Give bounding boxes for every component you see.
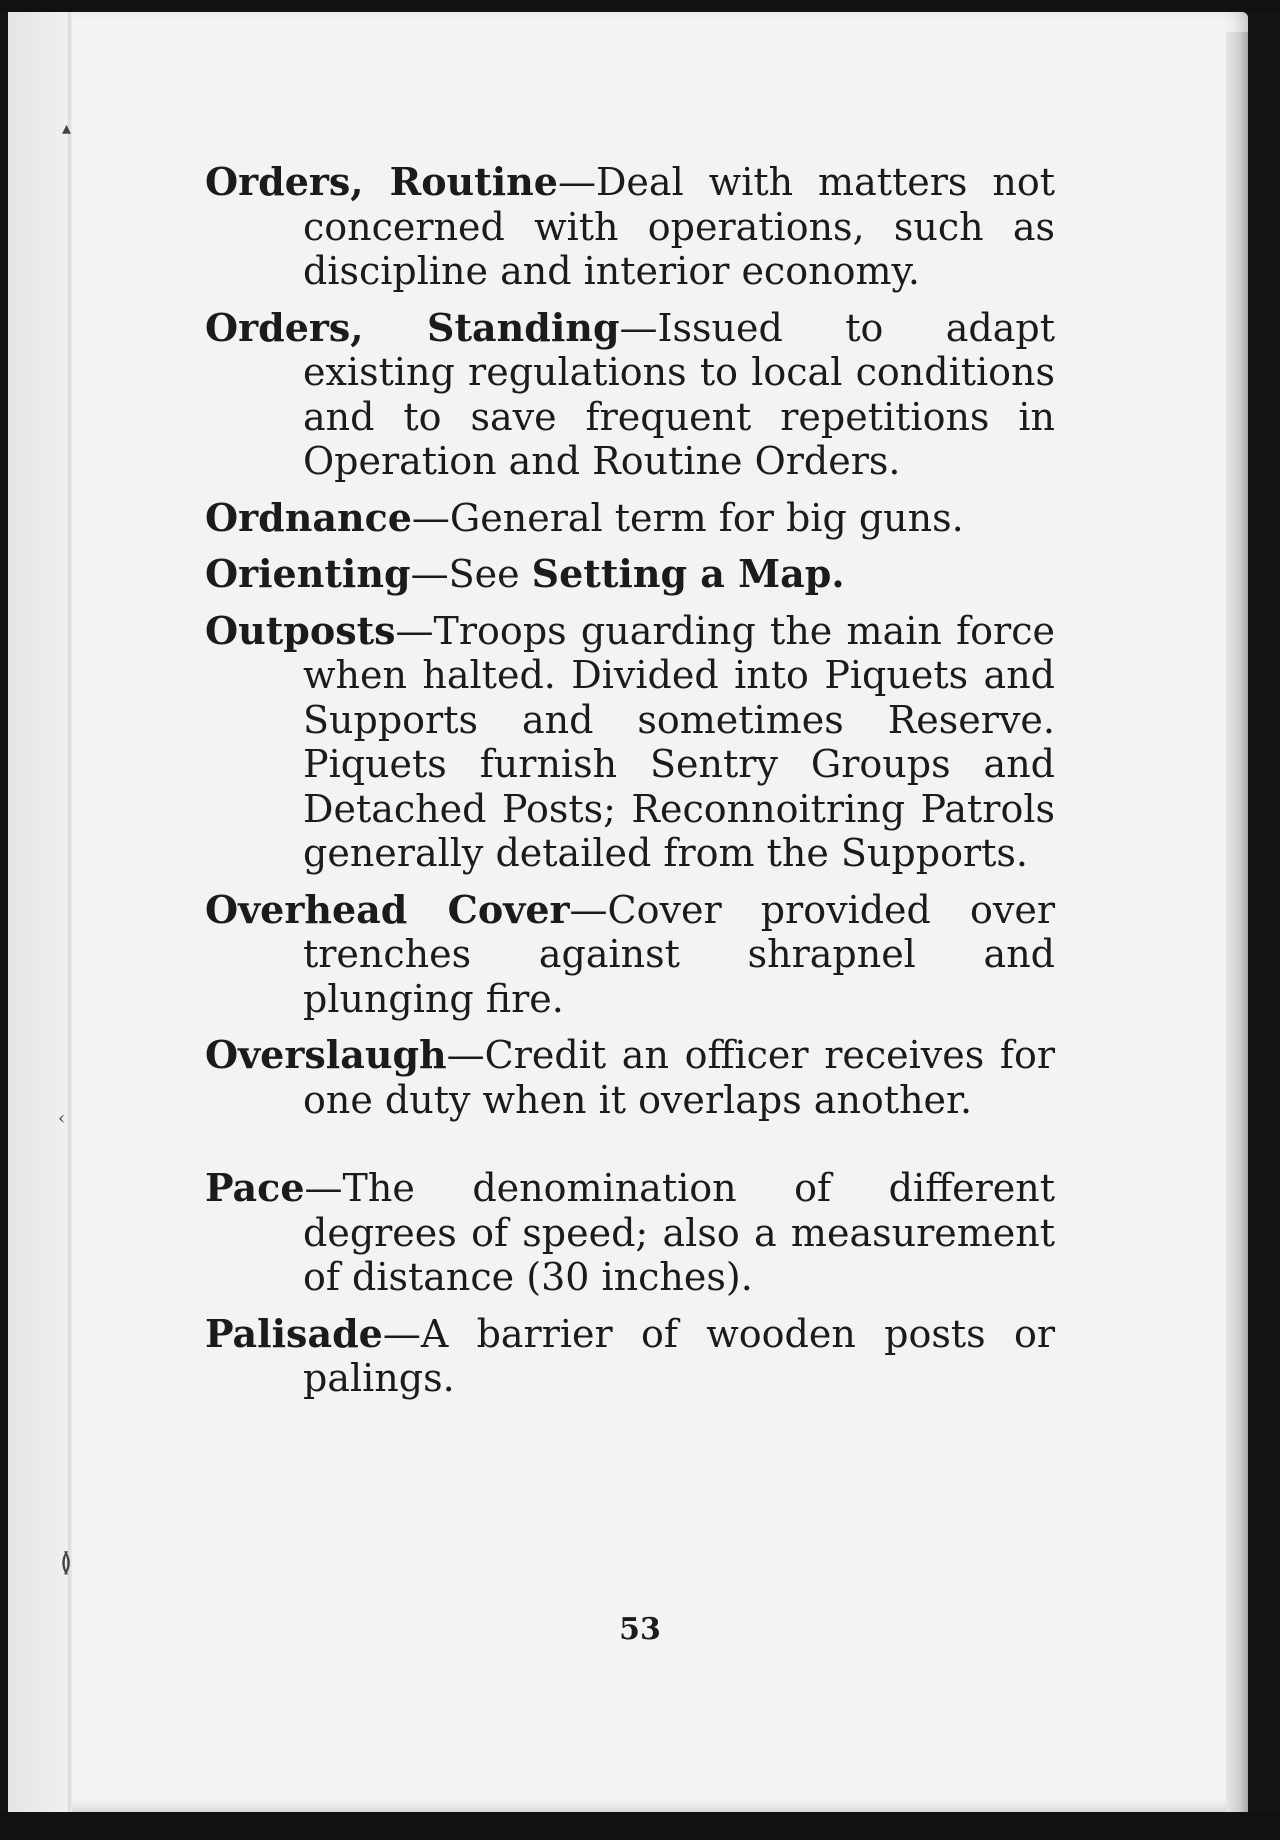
glossary-entries	[205, 160, 1055, 1413]
page-number: 53	[619, 1612, 661, 1647]
entry-term: Outposts	[205, 607, 396, 653]
entry-term: Orders, Routine	[205, 159, 558, 204]
entry-term: Ordnance	[205, 494, 412, 540]
entry-term: Palisade	[205, 1310, 383, 1356]
page-edge	[1226, 32, 1248, 1812]
glossary-entry	[205, 160, 1055, 294]
binding-shadow	[8, 12, 68, 1812]
margin-speck: ≬	[60, 1548, 73, 1578]
glossary-entry	[205, 1033, 1055, 1122]
gutter-line	[68, 12, 72, 1812]
glossary-entry	[205, 1166, 1055, 1300]
glossary-entry	[205, 552, 1055, 597]
glossary-entry	[205, 306, 1055, 484]
entry-definition: —Deal with matters not concerned with operations, such as discipline and interior economy.	[303, 160, 1056, 293]
entry-definition: —The denomination of different degrees of speed; also a measurement of distance (30 inches).	[303, 1166, 1055, 1299]
entry-definition: —See	[410, 552, 532, 596]
margin-speck: ‹	[58, 1108, 66, 1129]
bottom-edge	[0, 1812, 1280, 1840]
entry-term: Pace	[205, 1165, 305, 1210]
glossary-entry	[205, 609, 1055, 876]
entry-term: Overhead Cover	[205, 886, 570, 932]
entry-definition: —Cover provided over trenches against shrapnel and plunging fire.	[303, 887, 1055, 1021]
entry-term: Orders, Standing	[205, 304, 620, 350]
entry-definition: —General term for big guns.	[411, 495, 964, 540]
margin-speck: ▴	[62, 118, 72, 139]
entry-definition: —Troops guarding the main force when halted. Divided into Piquets and Supports and sometimes Reserve. Piquets furnish Sentry Groups and Detached Posts; Reconnoitring Patrols generally detailed from the Supports.	[303, 608, 1055, 875]
cross-reference: Setting a Map.	[531, 551, 845, 596]
glossary-entry	[205, 496, 1055, 541]
glossary-entry	[205, 888, 1055, 1022]
entry-term: Overslaugh	[205, 1032, 447, 1077]
entry-definition: —A barrier of wooden posts or palings.	[303, 1311, 1055, 1400]
top-edge	[0, 0, 1280, 12]
entry-definition: —Credit an officer receives for one duty when it overlaps another.	[303, 1033, 1055, 1122]
glossary-entry	[205, 1312, 1055, 1401]
entry-term: Orienting	[205, 551, 411, 596]
entry-definition: —Issued to adapt existing regulations to local conditions and to save frequent repetitions in Operation and Routine Orders.	[303, 305, 1055, 483]
